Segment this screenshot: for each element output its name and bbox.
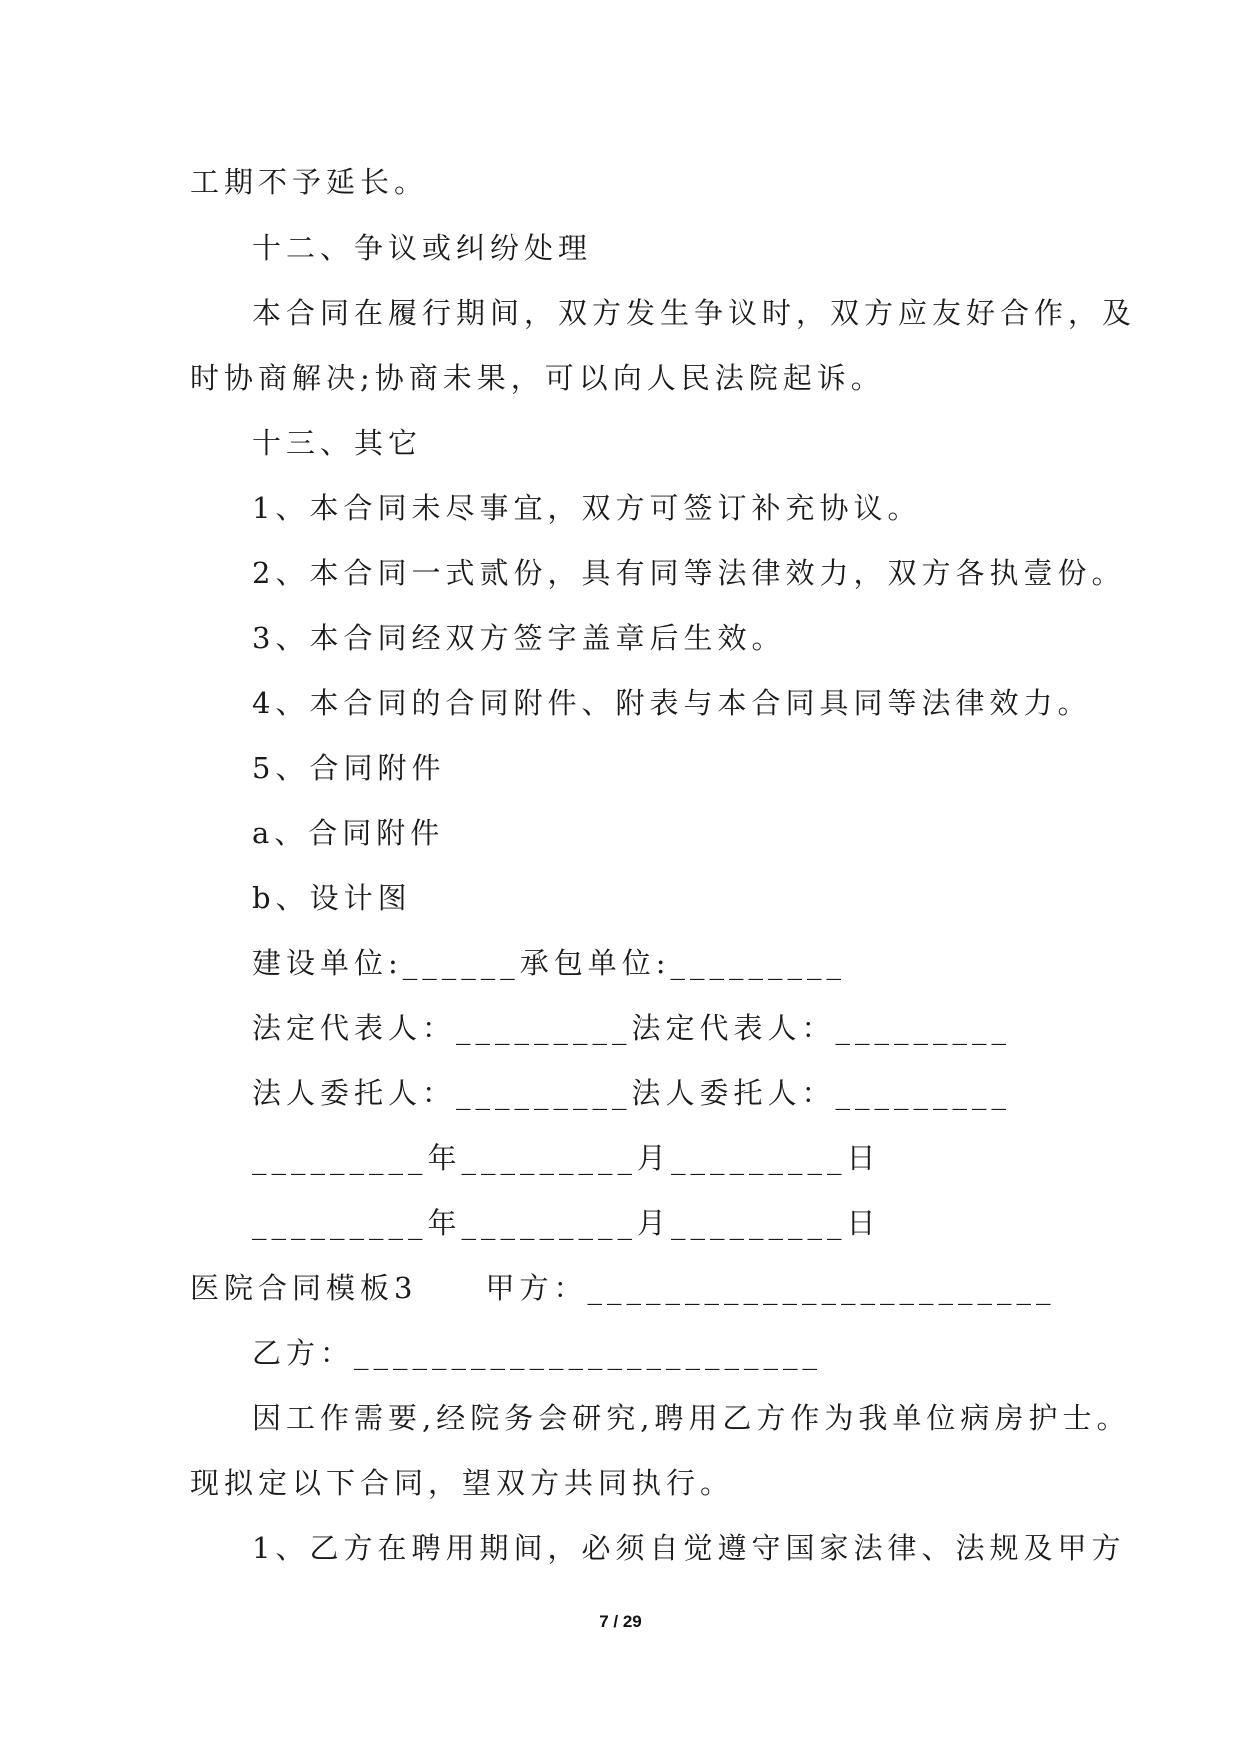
contract-title-line: 医院合同模板3 甲方：________________________ (190, 1271, 1056, 1305)
signature-line: 建设单位:______承包单位:_________ (252, 946, 847, 980)
text-line: 时协商解决;协商未果，可以向人民法院起诉。 (190, 361, 885, 395)
attachment-item: a、合同附件 (252, 816, 445, 850)
party-b-line: 乙方：________________________ (252, 1336, 823, 1370)
date-line: _________年_________月_________日 (252, 1141, 881, 1175)
section-heading: 十三、其它 (252, 426, 423, 460)
text-line: 本合同在履行期间，双方发生争议时，双方应友好合作，及 (252, 296, 1137, 330)
signature-line: 法人委托人：_________法人委托人：_________ (252, 1076, 1012, 1110)
clause-item: 4、本合同的合同附件、附表与本合同具同等法律效力。 (252, 686, 1092, 720)
clause-item: 2、本合同一式贰份，具有同等法律效力，双方各执壹份。 (252, 556, 1126, 590)
page-number: 7 / 29 (599, 1612, 642, 1631)
text-line: 现拟定以下合同，望双方共同执行。 (190, 1466, 735, 1500)
text-line: 因工作需要,经院务会研究,聘用乙方作为我单位病房护士。 (252, 1401, 1131, 1435)
clause-item: 1、本合同未尽事宜，双方可签订补充协议。 (252, 491, 922, 525)
clause-item: 3、本合同经双方签字盖章后生效。 (252, 621, 786, 655)
signature-line: 法定代表人：_________法定代表人：_________ (252, 1011, 1012, 1045)
text-line: 工期不予延长。 (190, 165, 429, 199)
clause-item: 1、乙方在聘用期间，必须自觉遵守国家法律、法规及甲方 (252, 1531, 1126, 1565)
clause-item: 5、合同附件 (252, 751, 446, 785)
attachment-item: b、设计图 (252, 881, 412, 915)
date-line: _________年_________月_________日 (252, 1206, 881, 1240)
section-heading: 十二、争议或纠纷处理 (252, 231, 593, 265)
